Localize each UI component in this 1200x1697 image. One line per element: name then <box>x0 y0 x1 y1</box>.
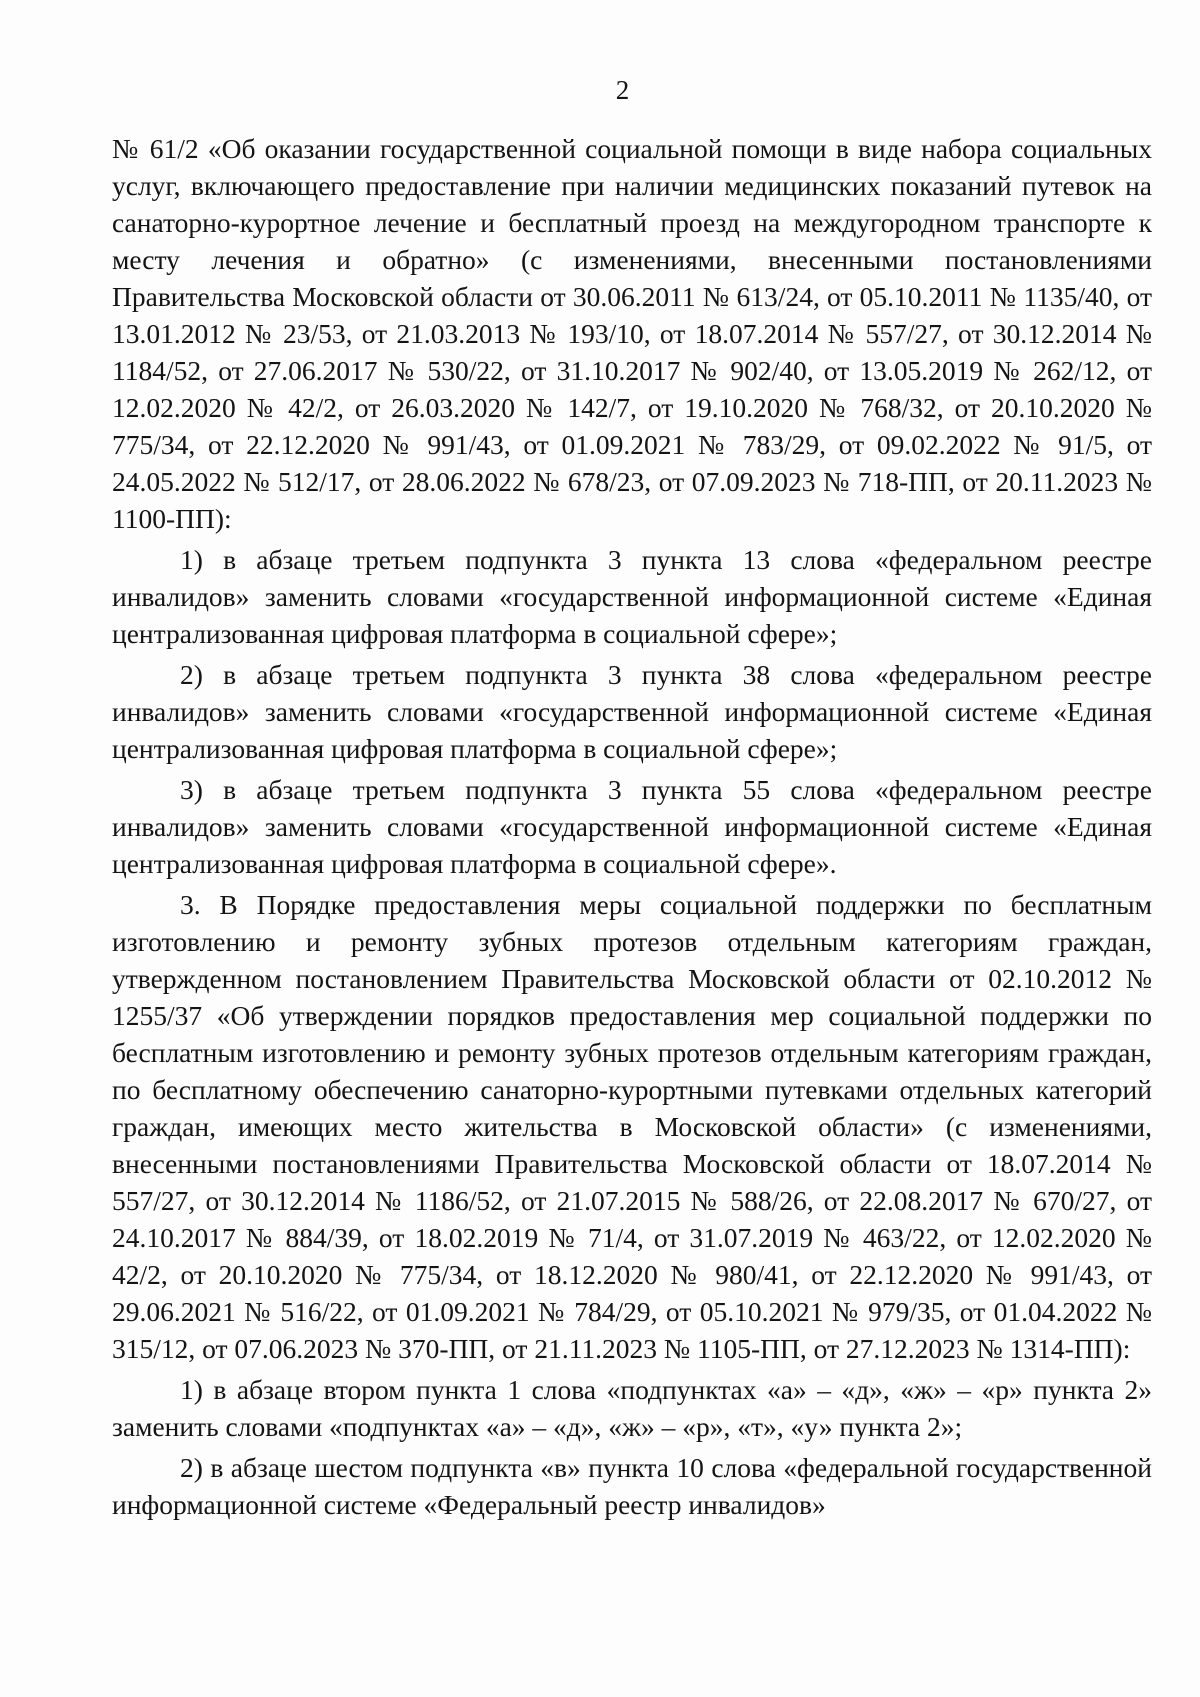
paragraph-section-3-item-2: 2) в абзаце шестом подпункта «в» пункта 10 слова «федеральной государственной информационной системе «Федеральный реестр инвалидов» <box>112 1452 1152 1520</box>
paragraph-item-2: 2) в абзаце третьем подпункта 3 пункта 38 слова «федеральном реестре инвалидов» заменить словами «государственной информационной системе «Единая централизованная цифровая платформа в социальной сфере»; <box>112 659 1152 764</box>
paragraph-item-3: 3) в абзаце третьем подпункта 3 пункта 55 слова «федеральном реестре инвалидов» заменить словами «государственной информационной системе «Единая централизованная цифровая платформа в социальной сфере». <box>112 774 1152 879</box>
paragraph-section-3-item-1: 1) в абзаце втором пункта 1 слова «подпунктах «а» – «д», «ж» – «р» пункта 2» заменить словами «подпунктах «а» – «д», «ж» – «р», «т», «у» пункта 2»; <box>112 1374 1152 1442</box>
paragraph-section-3: 3. В Порядке предоставления меры социальной поддержки по бесплатным изготовлению и ремонту зубных протезов отдельным категориям граждан, утвержденном постановлением Правительства Московской области от 02.10.2012 № 1255/37 «Об утверждении порядков предоставления мер социальной поддержки по бесплатным изготовлению и ремонту зубных протезов отдельным категориям граждан, по бесплатному обеспечению санаторно-курортными путевками отдельных категорий граждан, имеющих место жительства в Московской области» (с изменениями, внесенными постановлениями Правительства Московской области от 18.07.2014 № 557/27, от 30.12.2014 № 1186/52, от 21.07.2015 № 588/26, от 22.08.2017 № 670/27, от 24.10.2017 № 884/39, от 18.02.2019 № 71/4, от 31.07.2019 № 463/22, от 12.02.2020 № 42/2, от 20.10.2020 № 775/34, от 18.12.2020 № 980/41, от 22.12.2020 № 991/43, от 29.06.2021 № 516/22, от 01.09.2021 № 784/29, от 05.10.2021 № 979/35, от 01.04.2022 № 315/12, от 07.06.2023 № 370-ПП, от 21.11.2023 № 1105-ПП, от 27.12.2023 № 1314-ПП): <box>112 889 1152 1364</box>
page-number: 2 <box>615 75 630 105</box>
paragraph-item-1: 1) в абзаце третьем подпункта 3 пункта 13 слова «федеральном реестре инвалидов» заменить словами «государственной информационной системе «Единая централизованная цифровая платформа в социальной сфере»; <box>112 544 1152 649</box>
document-body <box>112 130 1152 1523</box>
paragraph-intro: № 61/2 «Об оказании государственной социальной помощи в виде набора социальных услуг, включающего предоставление при наличии медицинских показаний путевок на санаторно-курортное лечение и бесплатный проезд на междугородном транспорте к месту лечения и обратно» (с изменениями, внесенными постановлениями Правительства Московской области от 30.06.2011 № 613/24, от 05.10.2011 № 1135/40, от 13.01.2012 № 23/53, от 21.03.2013 № 193/10, от 18.07.2014 № 557/27, от 30.12.2014 № 1184/52, от 27.06.2017 № 530/22, от 31.10.2017 № 902/40, от 13.05.2019 № 262/12, от 12.02.2020 № 42/2, от 26.03.2020 № 142/7, от 19.10.2020 № 768/32, от 20.10.2020 № 775/34, от 22.12.2020 № 991/43, от 01.09.2021 № 783/29, от 09.02.2022 № 91/5, от 24.05.2022 № 512/17, от 28.06.2022 № 678/23, от 07.09.2023 № 718-ПП, от 20.11.2023 № 1100-ПП): <box>112 133 1152 534</box>
